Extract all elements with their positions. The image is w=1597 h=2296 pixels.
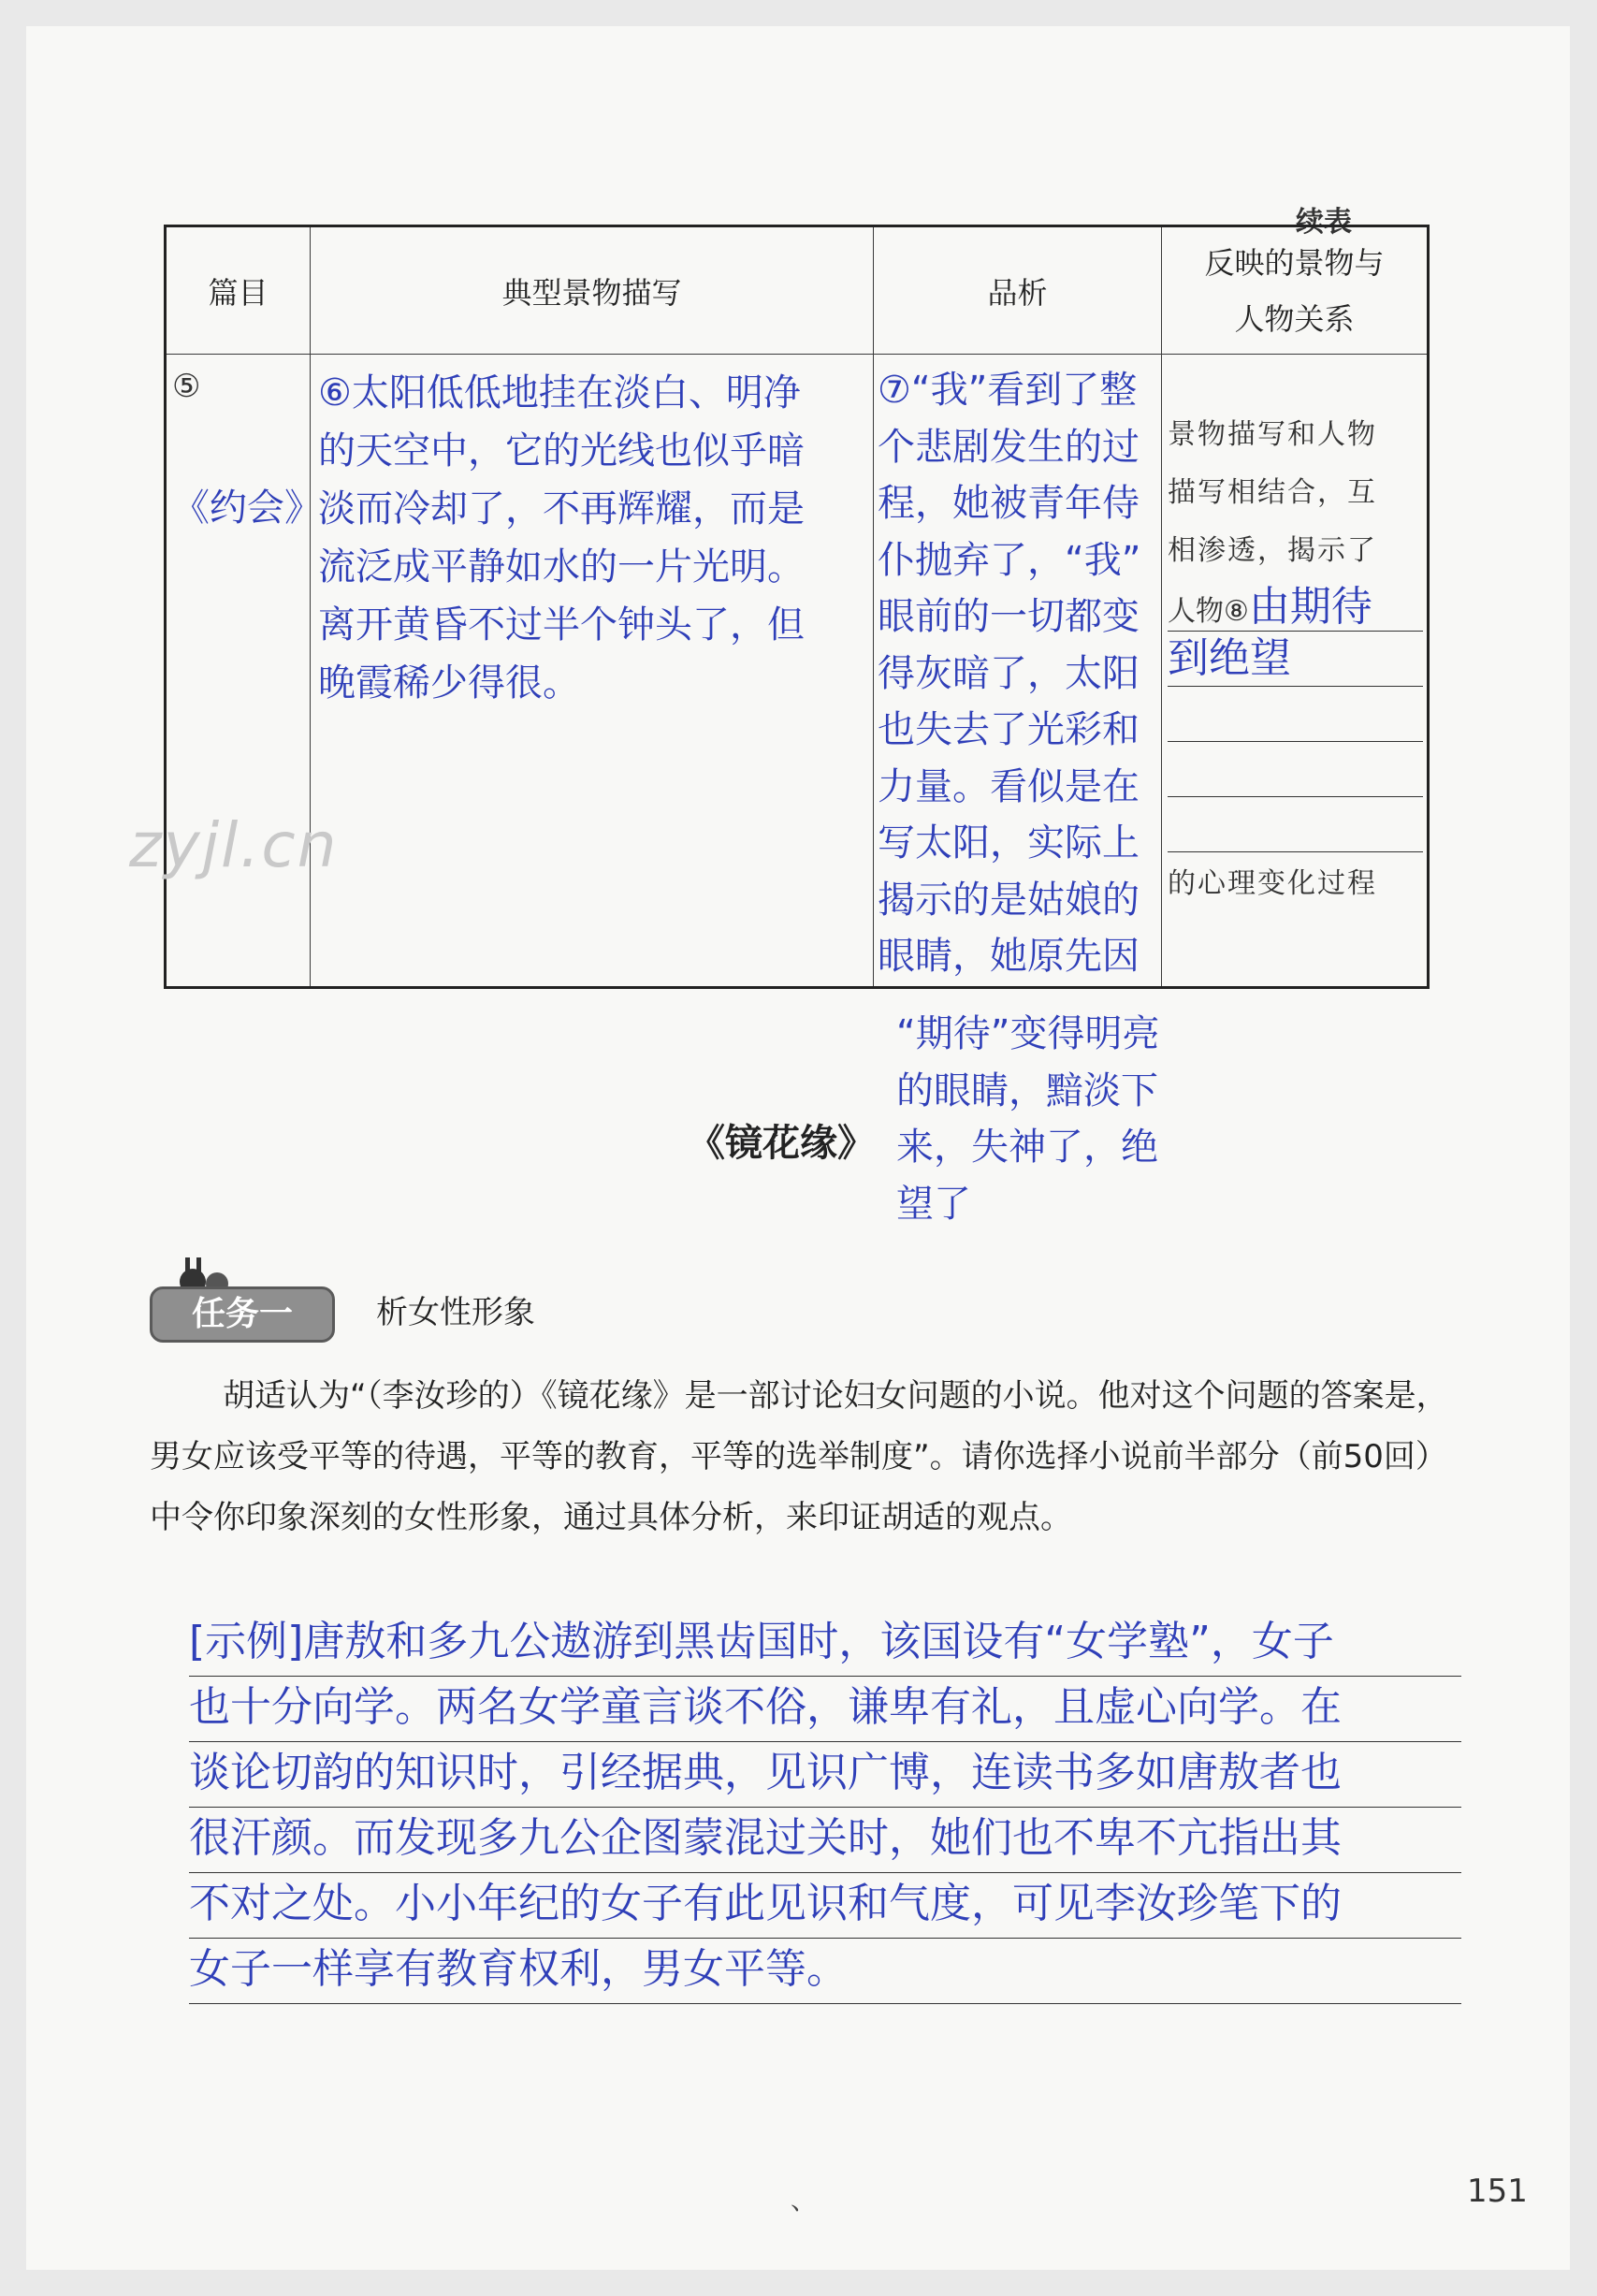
analysis-line: 眼睛，她原先因 [878,935,1140,978]
analysis-line: ⑦“我”看到了整 [878,369,1138,412]
relation-prompt-line: 景物描写和人物 [1168,418,1377,451]
answer-line: 也十分向学。两名女学童言谈不俗，谦卑有礼，且虚心向学。在 [189,1677,1461,1742]
answer-area [189,1611,1461,2004]
analysis-overflow-line: 望了 [896,1182,971,1226]
analysis-line: 揭示的是姑娘的 [878,878,1140,922]
answer-blank-4 [1168,742,1423,797]
work-title: 《约会》 [172,487,322,530]
analysis-line: 力量。看似是在 [878,764,1140,808]
answer-blank-5 [1168,797,1423,852]
continued-label: 续表 [1296,206,1352,239]
analysis-overflow [896,1006,1196,1232]
description-line: 的天空中，它的光线也似乎暗 [318,429,805,472]
description-line: ⑥太阳低低地挂在淡白、明净 [318,371,801,414]
footer-mark: 、 [791,2185,818,2216]
answer-line: 谈论切韵的知识时，引经据典，见识广博，连读书多如唐敖者也 [189,1742,1461,1808]
analysis-overflow-line: 来，失神了，绝 [896,1126,1158,1169]
answer-line: 不对之处。小小年纪的女子有此见识和气度，可见李汝珍笔下的 [189,1873,1461,1939]
analysis-line: 个悲剧发生的过 [878,425,1140,469]
relation-prefix: 人物⑧ [1168,595,1249,628]
analysis-line: 眼前的一切都变 [878,595,1140,638]
analysis-line: 仆抛弃了，“我” [878,538,1141,582]
header-relation [1162,226,1429,355]
header-analysis: 品析 [874,226,1162,355]
relation-answer-2: 到绝望 [1168,634,1291,682]
task-prompt-line: 胡适认为“（李汝珍的）《镜花缘》是一部讨论妇女问题的小说。他对这个问 [223,1377,1257,1415]
task-prompt-line: 的观点。 [945,1499,1072,1536]
task-title: 析女性形象 [376,1294,535,1331]
answer-line: 很汗颜。而发现多九公企图蒙混过关时，她们也不卑不亢指出其 [189,1808,1461,1873]
page-number: 151 [1467,2172,1528,2210]
description-line: 流泛成平静如水的一片光明。 [318,545,805,589]
relation-prompt-line: 描写相结合，互 [1168,476,1377,509]
answer-blank-2 [1168,632,1423,687]
relation-prompt-line: 相渗透，揭示了 [1168,534,1377,567]
row-number: ⑤ [172,368,201,405]
analysis-line: 程，她被青年侍 [878,482,1140,525]
task-badge-label: 任务一 [150,1286,335,1343]
analysis-overflow-line: “期待”变得明亮 [896,1012,1160,1055]
cell-relation [1162,355,1429,988]
header-relation-text: 反映的景物与 人物关系 [1204,244,1385,337]
description-line: 离开黄昏不过半个钟头了，但 [318,603,805,647]
answer-line: 女子一样享有教育权利，男女平等。 [189,1939,1461,2004]
answer-line: [示例]唐敖和多九公遨游到黑齿国时，该国设有“女学塾”，女子 [189,1611,1461,1677]
cell-title [166,355,322,988]
description-line: 晚霞稀少得很。 [318,661,580,705]
section-label: 《镜花缘》 [688,1122,875,1165]
header-description: 典型景物描写 [311,226,874,355]
analysis-overflow-line: 的眼睛，黯淡下 [896,1068,1158,1112]
analysis-line: 写太阳，实际上 [878,821,1140,865]
answer-blank-1 [1168,580,1423,632]
cell-analysis [874,355,1162,988]
cell-description [311,355,874,988]
task-badge [150,1254,337,1345]
relation-prompt [1168,406,1423,580]
task-prompt-line: 小说前半部分（前50回）中令你印象深刻的女性形象，通过具体分析，来印证胡适 [150,1438,1447,1536]
answer-blank-3 [1168,687,1423,742]
relation-answer-1: 由期待 [1248,583,1372,631]
scenery-table [164,225,1430,989]
task-prompt-line: 题的答案是，男女应该受平等的待遇，平等的教育，平等的选举制度”。请你选择 [150,1377,1448,1475]
header-title: 篇目 [166,226,311,355]
description-line: 淡而冷却了，不再辉耀，而是 [318,487,805,530]
relation-tail: 的心理变化过程 [1168,867,1377,900]
analysis-line: 也失去了光彩和 [878,708,1140,751]
task-prompt [150,1366,1450,1548]
watermark: zyjl.cn [129,809,339,881]
analysis-line: 得灰暗了，太阳 [878,651,1140,695]
